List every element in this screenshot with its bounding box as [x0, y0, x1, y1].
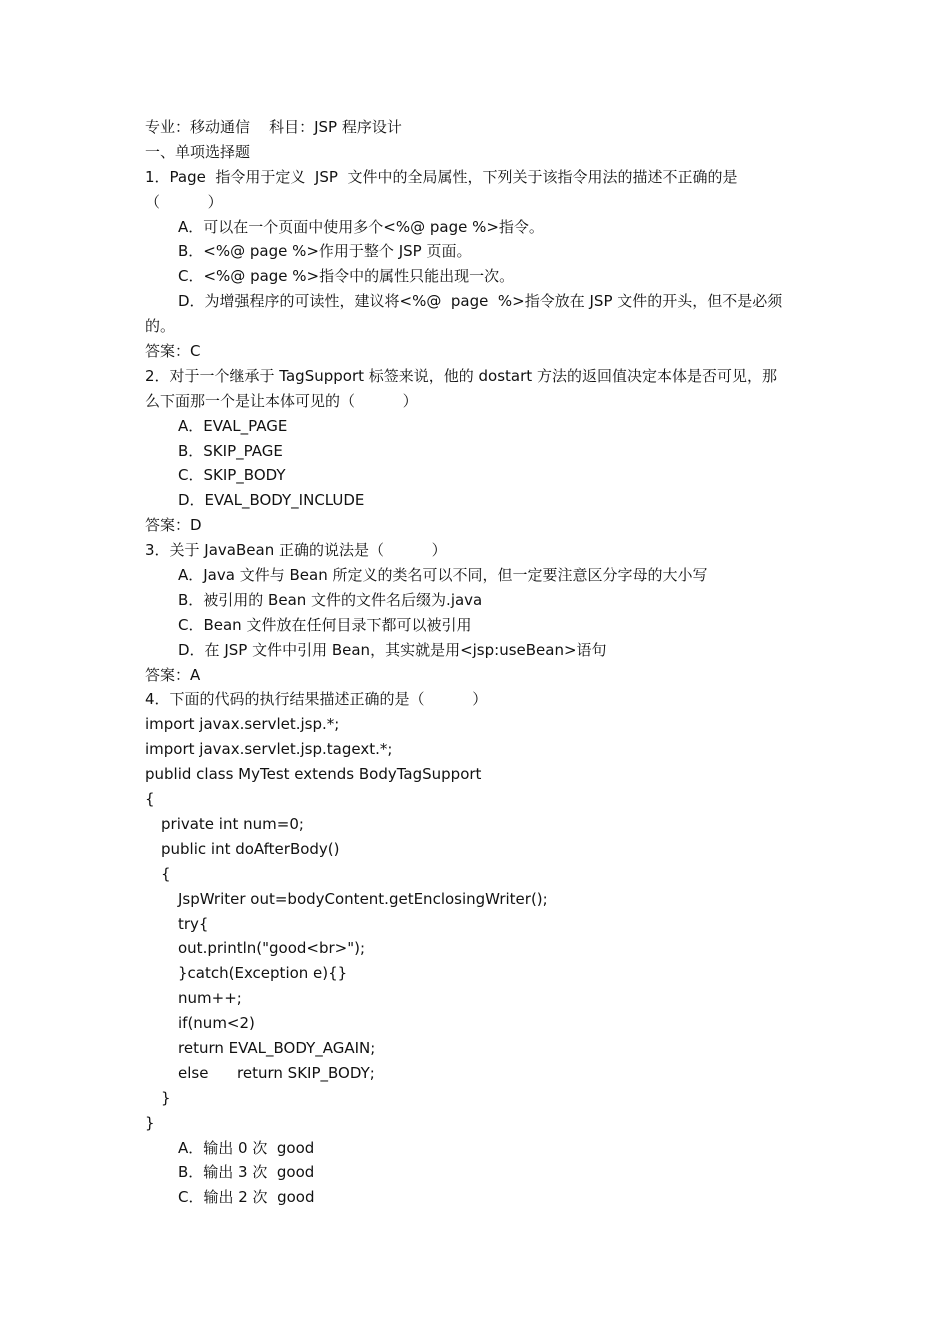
code-line: return EVAL_BODY_AGAIN; — [178, 1038, 376, 1057]
question-4-option-a: A．输出 0 次 good — [178, 1138, 315, 1157]
question-3-option-b: B．被引用的 Bean 文件的文件名后缀为.java — [178, 590, 483, 609]
question-4-option-b: B．输出 3 次 good — [178, 1163, 315, 1182]
question-3-stem: 3．关于 JavaBean 正确的说法是（ ） — [145, 541, 447, 560]
question-3 — [145, 538, 810, 687]
question-2-option-d: D．EVAL_BODY_INCLUDE — [178, 491, 365, 510]
section-title: 一、单项选择题 — [145, 142, 251, 161]
code-line: { — [145, 790, 155, 809]
code-line: }catch(Exception e){} — [178, 964, 348, 983]
question-2-option-c: C．SKIP_BODY — [178, 466, 286, 485]
question-1-option-d-line-1: D．为增强程序的可读性，建议将<%@ page %>指令放在 JSP 文件的开头，但不是必须 — [178, 292, 783, 311]
question-4-stem: 4．下面的代码的执行结果描述正确的是（ ） — [145, 690, 488, 709]
code-line: try{ — [178, 914, 209, 933]
question-1 — [145, 165, 810, 364]
code-line: import javax.servlet.jsp.*; — [145, 715, 340, 734]
question-2-option-b: B．SKIP_PAGE — [178, 441, 283, 460]
code-line: else return SKIP_BODY; — [178, 1063, 375, 1082]
question-1-option-a: A．可以在一个页面中使用多个<%@ page %>指令。 — [178, 217, 544, 236]
question-2 — [145, 364, 810, 538]
code-line: if(num<2) — [178, 1014, 255, 1033]
code-line: import javax.servlet.jsp.tagext.*; — [145, 740, 393, 759]
question-1-option-b: B．<%@ page %>作用于整个 JSP 页面。 — [178, 242, 472, 261]
question-4-option-c: C．输出 2 次 good — [178, 1188, 315, 1207]
question-1-answer: 答案：C — [145, 342, 201, 361]
code-line: public int doAfterBody() — [161, 839, 340, 858]
question-2-stem-line-1: 2．对于一个继承于 TagSupport 标签来说，他的 dostart 方法的返回值决定本体是否可见，那 — [145, 366, 777, 385]
question-2-stem-line-2: 么下面那一个是让本体可见的（ ） — [145, 391, 418, 410]
header-line: 专业：移动通信 科目：JSP 程序设计 — [145, 118, 402, 136]
code-line: } — [161, 1088, 171, 1107]
code-line: num++; — [178, 989, 242, 1008]
question-1-option-c: C．<%@ page %>指令中的属性只能出现一次。 — [178, 267, 515, 286]
question-1-stem-line-2: （ ） — [145, 192, 223, 211]
exam-content — [145, 115, 810, 1210]
code-line: private int num=0; — [161, 814, 304, 833]
question-3-option-a: A．Java 文件与 Bean 所定义的类名可以不同，但一定要注意区分字母的大小写 — [178, 566, 708, 585]
code-line: { — [161, 864, 171, 883]
code-block — [145, 712, 810, 1135]
code-line: publid class MyTest extends BodyTagSupport — [145, 765, 482, 784]
code-line: JspWriter out=bodyContent.getEnclosingWriter(); — [178, 889, 548, 908]
question-2-answer: 答案：D — [145, 516, 202, 535]
code-line: } — [145, 1113, 155, 1132]
question-2-option-a: A．EVAL_PAGE — [178, 416, 288, 435]
question-3-answer: 答案：A — [145, 665, 201, 684]
question-3-option-d: D．在 JSP 文件中引用 Bean，其实就是用<jsp:useBean>语句 — [178, 640, 607, 659]
question-4 — [145, 687, 810, 1210]
question-3-option-c: C．Bean 文件放在任何目录下都可以被引用 — [178, 615, 472, 634]
question-1-stem-line-1: 1．Page 指令用于定义 JSP 文件中的全局属性，下列关于该指令用法的描述不正确的是 — [145, 167, 738, 186]
question-1-option-d-line-2: 的。 — [145, 317, 176, 336]
code-line: out.println("good<br>"); — [178, 939, 366, 958]
